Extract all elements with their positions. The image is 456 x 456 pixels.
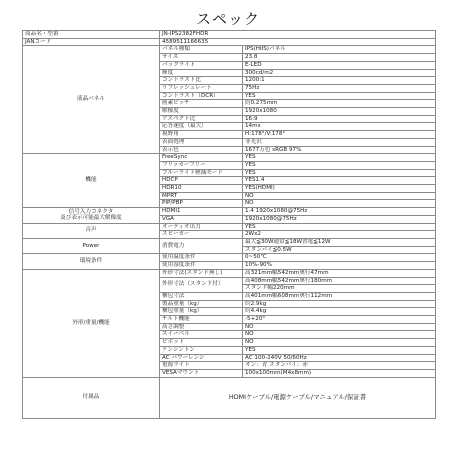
spec-key: 画素ピッチ	[160, 100, 243, 108]
spec-key: ケンジントン	[160, 346, 243, 354]
spec-value: YES	[243, 346, 436, 354]
spec-value: 約0.275mm	[243, 100, 436, 108]
header-value: 4589511166635	[160, 38, 436, 46]
spec-key: HDR10	[160, 185, 243, 193]
spec-key: PIP/PBP	[160, 200, 243, 208]
category-cell: 音声	[23, 223, 160, 238]
category-cell: 外形/重量/機能	[23, 269, 160, 377]
spec-key: アスペクト比	[160, 115, 243, 123]
spec-key: 外形寸法（スタンド付）	[160, 277, 243, 292]
spec-value: H:178°/V:178°	[243, 131, 436, 139]
spec-key: スイーベル	[160, 331, 243, 339]
spec-row	[23, 46, 436, 54]
spec-value: YES	[243, 92, 436, 100]
spec-value: E-LED	[243, 61, 436, 69]
spec-row	[23, 254, 436, 262]
header-row	[23, 31, 436, 39]
spec-key: ブルーライト軽減モード	[160, 169, 243, 177]
spec-row	[23, 154, 436, 162]
header-label: 商品名・型番	[23, 31, 160, 39]
spec-key: 梱包重量（kg）	[160, 308, 243, 316]
spec-value: 1920x1080@75Hz	[243, 215, 436, 223]
spec-value: 高321mm幅542mm奥行47mm	[243, 269, 436, 277]
spec-value: 75Hz	[243, 84, 436, 92]
spec-value: 14ms	[243, 123, 436, 131]
category-cell: 液晶パネル	[23, 46, 160, 154]
spec-value: YES	[243, 169, 436, 177]
spec-key: 電源ライト	[160, 362, 243, 370]
header-label: JANコード	[23, 38, 160, 46]
spec-value: 100x100mm(M4x8mm)	[243, 369, 436, 377]
spec-row	[23, 238, 436, 246]
spec-key: 輝度	[160, 69, 243, 77]
spec-key: 視野角	[160, 131, 243, 139]
spec-value: YES	[243, 154, 436, 162]
spec-value: NO	[243, 331, 436, 339]
page-title: スペック	[195, 10, 260, 28]
accessories-row	[23, 377, 436, 418]
category-cell: 環境条件	[23, 254, 160, 269]
spec-value: 10%-90%	[243, 262, 436, 270]
spec-key: チルト機能	[160, 316, 243, 324]
spec-value: 非光沢	[243, 138, 436, 146]
spec-key: スピーカー	[160, 231, 243, 239]
spec-key: MPRT	[160, 192, 243, 200]
spec-key: FreeSync	[160, 154, 243, 162]
header-value: JN-IPS2382FHDR	[160, 31, 436, 39]
spec-value: 2Wx2	[243, 231, 436, 239]
spec-value: YES(HDMI)	[243, 185, 436, 193]
spec-key: コントラスト（DCR）	[160, 92, 243, 100]
spec-key: AC パワーレンジ	[160, 354, 243, 362]
spec-value: 0~50℃	[243, 254, 436, 262]
spec-value: 1200:1	[243, 77, 436, 85]
spec-key: コントラスト比	[160, 77, 243, 85]
spec-table	[22, 30, 436, 419]
spec-value: -5+20°	[243, 316, 436, 324]
accessories-label: 付属品	[23, 377, 160, 418]
spec-value: オン：青 スタンバイ：赤	[243, 362, 436, 370]
spec-key: サイズ	[160, 54, 243, 62]
spec-key: 外形寸法(スタンド無し)	[160, 269, 243, 277]
spec-key: ピボット	[160, 339, 243, 347]
spec-value: YES1.4	[243, 177, 436, 185]
spec-key: VGA	[160, 215, 243, 223]
accessories-value: HDMIケーブル/電源ケーブル/マニュアル/保証書	[160, 377, 436, 418]
spec-key: フリッカーフリー	[160, 161, 243, 169]
spec-key: 表面処理	[160, 138, 243, 146]
spec-value: 最大≦30W通常≦18W省電≦12W	[243, 238, 436, 246]
spec-value: 1.4 1920x1080@75Hz	[243, 208, 436, 216]
spec-key: 使用温度条件	[160, 254, 243, 262]
spec-value: NO	[243, 200, 436, 208]
spec-key: 製品重量（kg）	[160, 300, 243, 308]
spec-value: 高401mm幅608mm奥行112mm	[243, 292, 436, 300]
spec-row	[23, 269, 436, 277]
spec-key: 使用湿度条件	[160, 262, 243, 270]
spec-key: 高さ調整	[160, 323, 243, 331]
spec-key: HDMI1	[160, 208, 243, 216]
category-cell: Power	[23, 238, 160, 253]
spec-value: スタンバイ≦0.5W	[243, 246, 436, 254]
spec-key: 梱包寸法	[160, 292, 243, 300]
spec-key: オーディオ出力	[160, 223, 243, 231]
spec-value: 1920x1080	[243, 108, 436, 116]
spec-key: 表示色	[160, 146, 243, 154]
spec-row	[23, 223, 436, 231]
header-row	[23, 38, 436, 46]
spec-row	[23, 208, 436, 216]
spec-value: NO	[243, 323, 436, 331]
spec-value: NO	[243, 192, 436, 200]
spec-value: 300cd/m2	[243, 69, 436, 77]
spec-value: スタンド幅220mm	[243, 285, 436, 293]
category-cell: 信号入力コネクタ 及び表示可能最大解像度	[23, 208, 160, 223]
spec-value: AC 100-240V 50/60Hz	[243, 354, 436, 362]
spec-value: 23.8	[243, 54, 436, 62]
spec-value: 16:9	[243, 115, 436, 123]
spec-key: HDCP	[160, 177, 243, 185]
spec-value: NO	[243, 339, 436, 347]
spec-value: 約2.9kg	[243, 300, 436, 308]
spec-key: パネル種類	[160, 46, 243, 54]
spec-value: YES	[243, 161, 436, 169]
category-cell: 機能	[23, 154, 160, 208]
spec-key: 解像度	[160, 108, 243, 116]
spec-value: YES	[243, 223, 436, 231]
spec-key: 応答速度（最大）	[160, 123, 243, 131]
spec-value: IPS(HIIS)パネル	[243, 46, 436, 54]
spec-value: 1677万色 sRGB 97%	[243, 146, 436, 154]
spec-value: 高408mm幅542mm奥行180mm	[243, 277, 436, 285]
spec-key: リフレッシュレート	[160, 84, 243, 92]
spec-key: VESAマウント	[160, 369, 243, 377]
spec-value: 約4.4kg	[243, 308, 436, 316]
spec-key: バックライト	[160, 61, 243, 69]
spec-key: 消費電力	[160, 238, 243, 253]
